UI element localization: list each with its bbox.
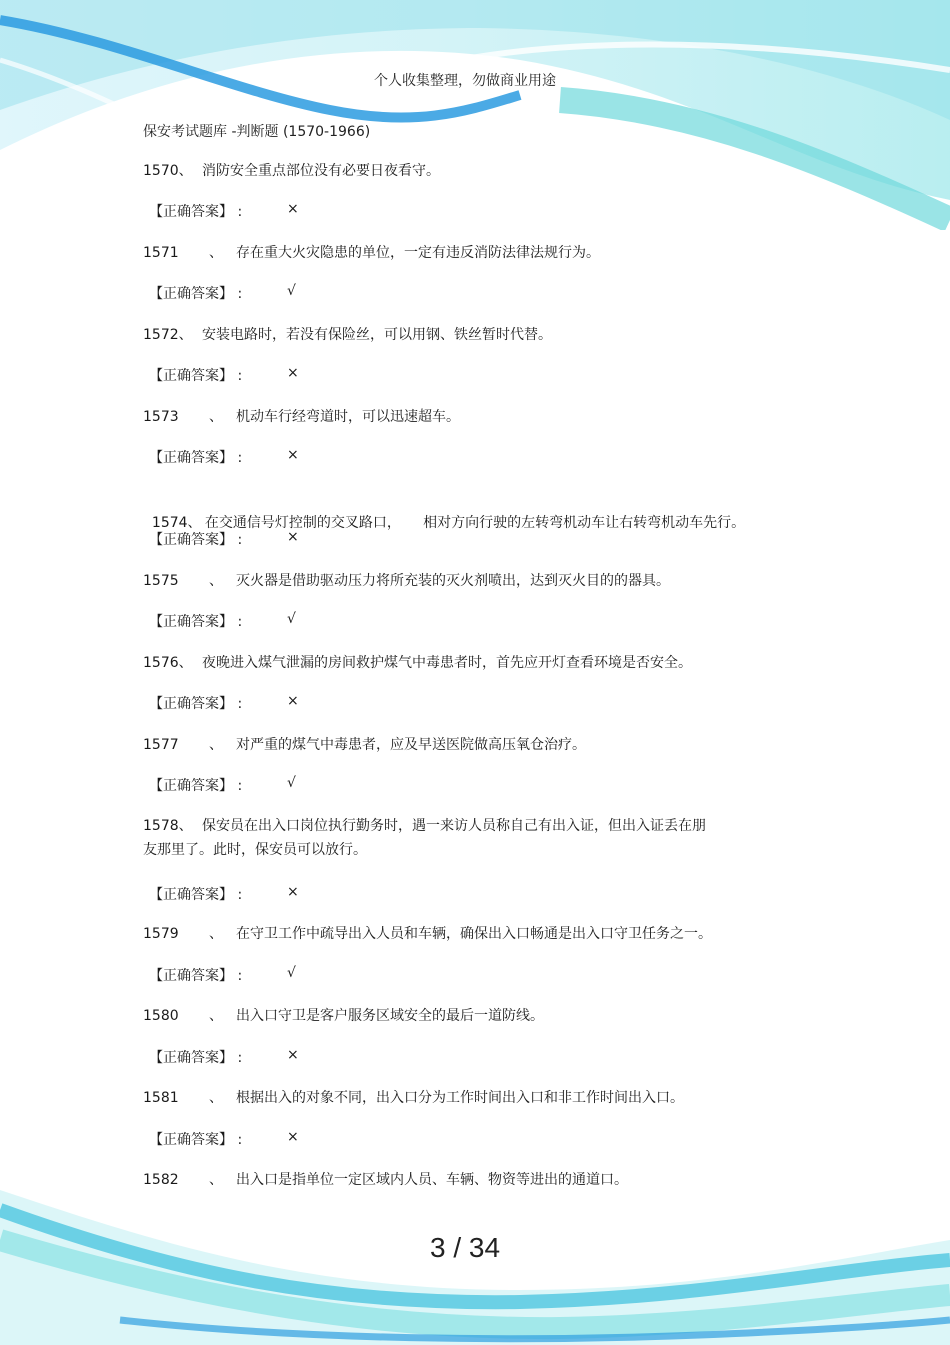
answer-line (149, 611, 296, 631)
question-text-continuation (143, 838, 367, 862)
question-text: 根据出入的对象不同，出入口分为工作时间出入口和非工作时间出入口。 (236, 1090, 684, 1106)
question-separator: 、 (209, 1090, 223, 1106)
question-text: 对严重的煤气中毒患者，应及早送医院做高压氧仓治疗。 (236, 737, 586, 753)
answer-label: 【正确答案】 : (149, 887, 243, 903)
question-number: 1573 (143, 409, 179, 425)
answer-line (149, 1047, 299, 1067)
answer-label: 【正确答案】 : (149, 1132, 243, 1148)
question-number: 1572、 (143, 327, 193, 343)
answer-line (149, 201, 299, 221)
question-item (143, 1168, 628, 1192)
question-text: 机动车行经弯道时，可以迅速超车。 (236, 409, 460, 425)
question-item (143, 487, 745, 535)
answer-label: 【正确答案】 : (149, 286, 243, 302)
question-number: 1575 (143, 573, 179, 589)
question-text: 消防安全重点部位没有必要日夜看守。 (202, 163, 440, 179)
answer-label: 【正确答案】 : (149, 1050, 243, 1066)
answer-label: 【正确答案】 : (149, 696, 243, 712)
answer-line (149, 1129, 299, 1149)
answer-mark: √ (287, 283, 296, 299)
question-number: 1576、 (143, 655, 193, 671)
question-number: 1581 (143, 1090, 179, 1106)
question-text: 夜晚进入煤气泄漏的房间救护煤气中毒患者时，首先应开灯查看环境是否安全。 (202, 655, 692, 671)
question-text-line2: 友那里了。此时，保安员可以放行。 (143, 842, 367, 858)
answer-line (149, 365, 299, 385)
answer-line (149, 965, 296, 985)
question-separator: 、 (209, 409, 223, 425)
answer-line (149, 283, 296, 303)
question-number: 1580 (143, 1008, 179, 1024)
question-separator: 、 (209, 573, 223, 589)
question-text: 在交通信号灯控制的交叉路口， 相对方向行驶的左转弯机动车让右转弯机动车先行。 (204, 515, 746, 531)
question-separator: 、 (209, 926, 223, 942)
question-number: 1570、 (143, 163, 193, 179)
answer-mark: × (287, 529, 299, 545)
answer-line (149, 447, 299, 467)
question-number: 1582 (143, 1172, 179, 1188)
question-text: 出入口守卫是客户服务区域安全的最后一道防线。 (236, 1008, 544, 1024)
question-separator: 、 (209, 1172, 223, 1188)
answer-line (149, 529, 299, 549)
question-text: 灭火器是借助驱动压力将所充装的灭火剂喷出，达到灭火目的的器具。 (236, 573, 670, 589)
question-item (143, 651, 692, 675)
question-number: 1574、 (151, 515, 202, 531)
answer-label: 【正确答案】 : (149, 968, 243, 984)
answer-mark: × (287, 1047, 299, 1063)
answer-mark: × (287, 884, 299, 900)
answer-line (149, 775, 296, 795)
question-text: 安装电路时，若没有保险丝，可以用钢、铁丝暂时代替。 (202, 327, 552, 343)
question-item (143, 405, 460, 429)
answer-mark: √ (287, 775, 296, 791)
question-item (143, 814, 706, 838)
question-separator: 、 (209, 245, 223, 261)
question-text: 存在重大火灾隐患的单位，一定有违反消防法律法规行为。 (236, 245, 600, 261)
answer-mark: √ (287, 611, 296, 627)
question-text: 出入口是指单位一定区域内人员、车辆、物资等进出的通道口。 (236, 1172, 628, 1188)
answer-label: 【正确答案】 : (149, 368, 243, 384)
question-item (143, 1086, 684, 1110)
question-text: 在守卫工作中疏导出入人员和车辆，确保出入口畅通是出入口守卫任务之一。 (236, 926, 712, 942)
answer-mark: × (287, 1129, 299, 1145)
question-text: 保安员在出入口岗位执行勤务时，遇一来访人员称自己有出入证，但出入证丢在朋 (202, 818, 706, 834)
answer-mark: × (287, 447, 299, 463)
question-number: 1578、 (143, 818, 193, 834)
question-number: 1571 (143, 245, 179, 261)
top-wave-decoration (0, 0, 950, 230)
document-title: 保安考试题库 -判断题 (1570-1966) (143, 124, 371, 140)
answer-mark: × (287, 693, 299, 709)
question-number: 1579 (143, 926, 179, 942)
answer-label: 【正确答案】 : (149, 204, 243, 220)
question-item (143, 733, 586, 757)
page-number: 3 / 34 (429, 1232, 501, 1263)
answer-mark: × (287, 365, 299, 381)
question-item (143, 569, 670, 593)
answer-line (149, 693, 299, 713)
question-separator: 、 (209, 1008, 223, 1024)
answer-line (149, 884, 299, 904)
answer-label: 【正确答案】 : (149, 450, 243, 466)
answer-label: 【正确答案】 : (149, 532, 243, 548)
question-number: 1577 (143, 737, 179, 753)
question-item (143, 1004, 544, 1028)
question-item (143, 922, 712, 946)
answer-label: 【正确答案】 : (149, 614, 243, 630)
header-note: 个人收集整理，勿做商业用途 (374, 73, 556, 89)
question-separator: 、 (209, 737, 223, 753)
question-item (143, 323, 552, 347)
question-item (143, 241, 600, 265)
answer-label: 【正确答案】 : (149, 778, 243, 794)
answer-mark: × (287, 201, 299, 217)
answer-mark: √ (287, 965, 296, 981)
question-item (143, 159, 440, 183)
